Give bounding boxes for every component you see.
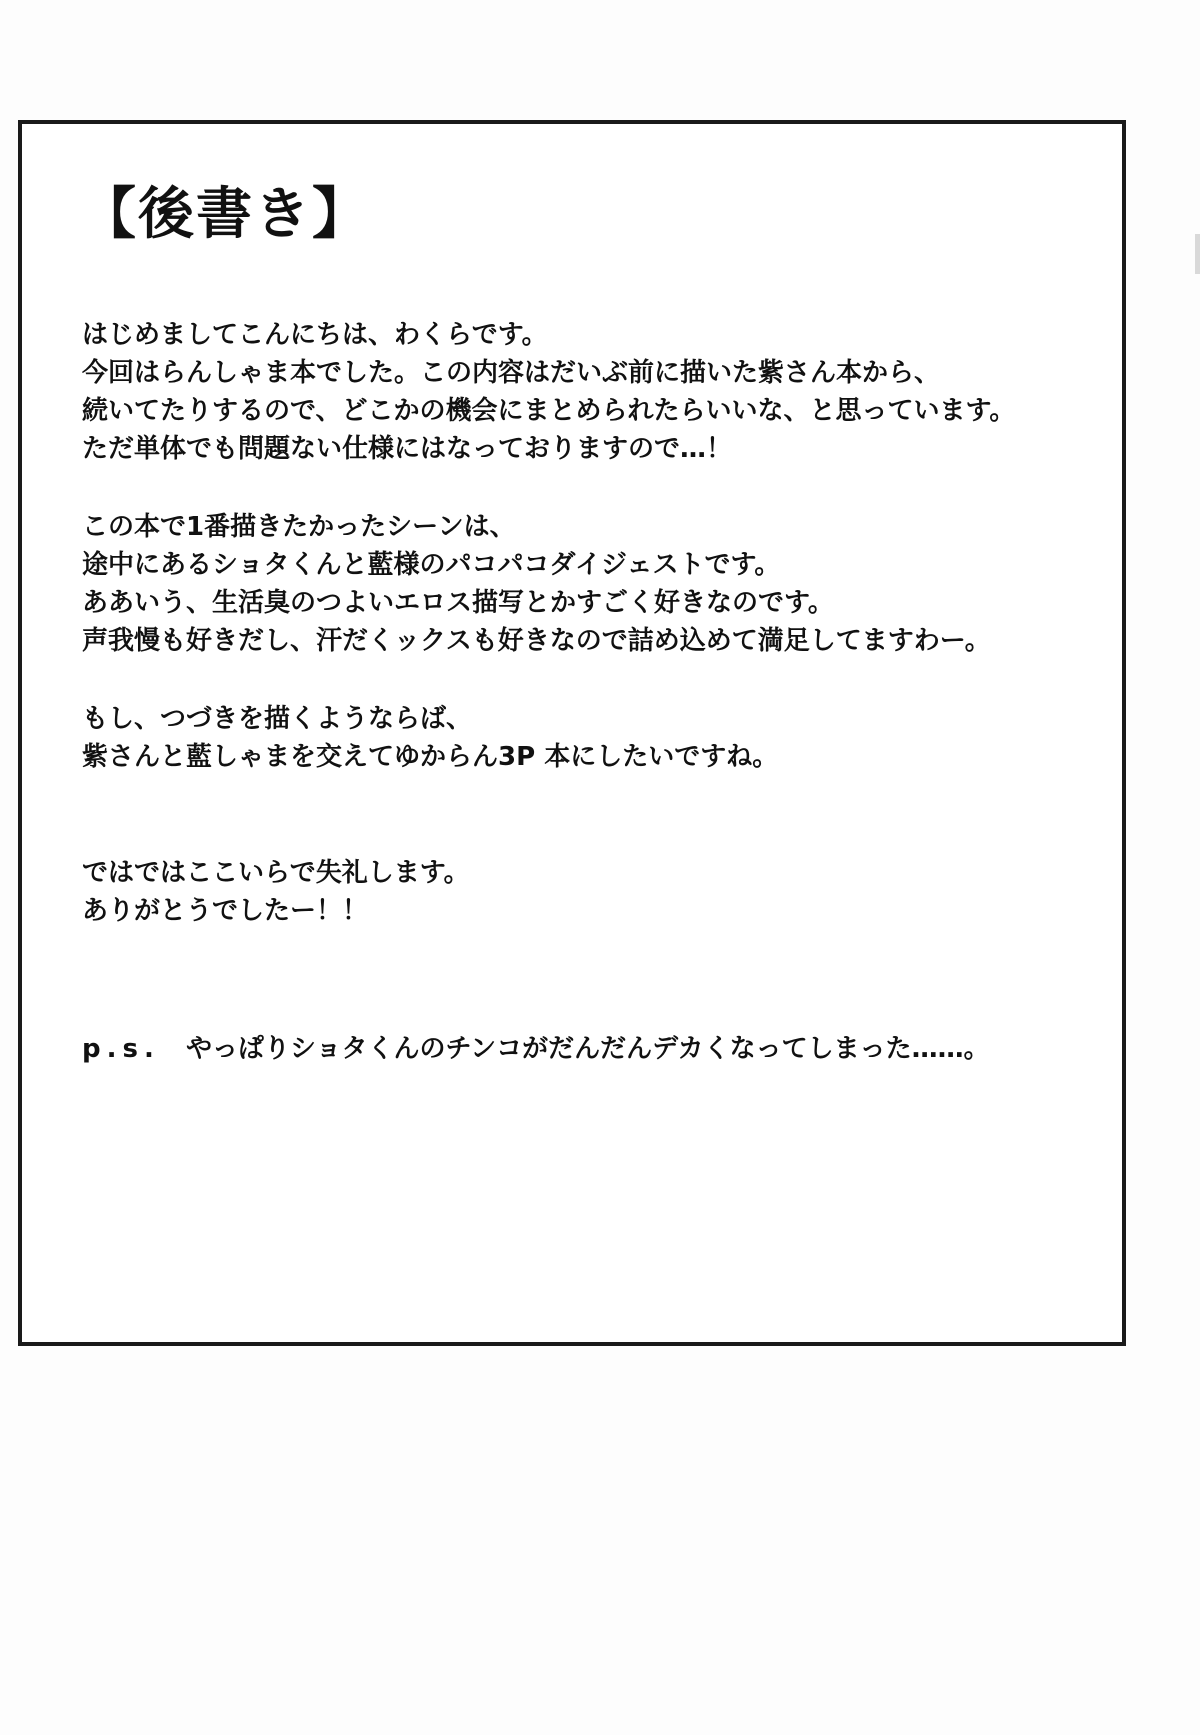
scan-edge-mark (1195, 234, 1200, 274)
text-line: ありがとうでしたー！！ (82, 896, 369, 926)
ps-label: p.s. (82, 1034, 160, 1064)
paragraph-farewell (82, 854, 1102, 930)
text-line: 続いてたりするので、どこかの機会にまとめられたらいいな、と思っています。 (82, 396, 1016, 426)
text-line: もし、つづきを描くようならば、 (82, 704, 473, 734)
afterword-frame (18, 120, 1126, 1346)
text-line: ああいう、生活臭のつよいエロス描写とかすごく好きなのです。 (82, 588, 834, 618)
ps-line (82, 1030, 1102, 1068)
paragraph-greeting (82, 316, 1102, 468)
ps-text: やっぱりショタくんのチンコがだんだんデカくなってしまった……。 (186, 1034, 990, 1064)
text-line: ただ単体でも問題ない仕様にはなっておりますので…！ (82, 434, 733, 464)
text-line: 声我慢も好きだし、汗だくックスも好きなので詰め込めて満足してますわー。 (82, 626, 991, 656)
afterword-title: 【後書き】 (80, 182, 370, 247)
paragraph-favorite-scene (82, 508, 1102, 660)
paragraph-sequel (82, 700, 1102, 776)
text-line: この本で1番描きたかったシーンは、 (82, 512, 516, 542)
text-line: 紫さんと藍しゃまを交えてゆからん3P 本にしたいですね。 (82, 742, 779, 772)
afterword-body (82, 316, 1102, 1108)
text-line: はじめましてこんにちは、わくらです。 (82, 320, 548, 350)
text-line: ではではここいらで失礼します。 (82, 858, 470, 888)
paragraph-ps (82, 1030, 1102, 1068)
text-line: 今回はらんしゃま本でした。この内容はだいぶ前に描いた紫さん本から、 (82, 358, 941, 388)
text-line: 途中にあるショタくんと藍様のパコパコダイジェストです。 (82, 550, 781, 580)
